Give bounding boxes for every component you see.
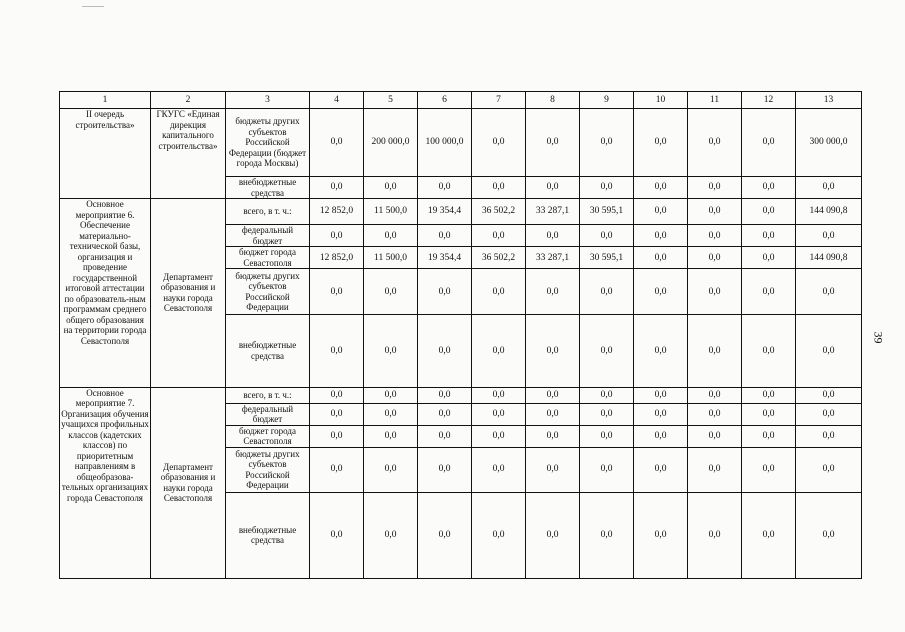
value-cell: 36 502,2: [472, 199, 526, 225]
value-cell: 36 502,2: [472, 247, 526, 269]
value-cell: 0,0: [634, 315, 688, 387]
value-cell: 0,0: [688, 425, 742, 447]
source-cell: внебюджетные средства: [226, 315, 310, 387]
value-cell: 0,0: [688, 403, 742, 425]
value-cell: 33 287,1: [526, 247, 580, 269]
event-cell: Основное мероприятие 7. Организация обучения учащихся профильных классов (кадетских классов) по приоритетным направлениям в общеобразова-тельных организациях города Севастополя: [60, 387, 151, 578]
value-cell: 0,0: [472, 447, 526, 492]
value-cell: 0,0: [796, 492, 862, 578]
column-header: 10: [634, 92, 688, 109]
table-row: [60, 387, 862, 403]
column-header: 11: [688, 92, 742, 109]
value-cell: 0,0: [634, 387, 688, 403]
value-cell: 0,0: [310, 425, 364, 447]
executor-cell: ГКУГС «Единая дирекция капитального строительства»: [151, 109, 226, 199]
value-cell: 0,0: [526, 425, 580, 447]
source-cell: бюджеты других субъектов Российской Федерации (бюджет города Москвы): [226, 109, 310, 177]
value-cell: 200 000,0: [364, 109, 418, 177]
value-cell: 0,0: [742, 247, 796, 269]
column-number-row: [60, 92, 862, 109]
value-cell: 0,0: [796, 447, 862, 492]
value-cell: 0,0: [418, 447, 472, 492]
value-cell: 0,0: [742, 447, 796, 492]
value-cell: 0,0: [688, 109, 742, 177]
source-cell: федеральный бюджет: [226, 225, 310, 247]
value-cell: 0,0: [526, 387, 580, 403]
event-cell: Основное мероприятие 6. Обеспечение материально-технической базы, организация и проведение государственной итоговой аттестации по образователь-ным программам среднего общего образования на территории города Севастополя: [60, 199, 151, 387]
value-cell: 0,0: [742, 403, 796, 425]
value-cell: 0,0: [418, 177, 472, 199]
value-cell: 0,0: [418, 225, 472, 247]
column-header: 7: [472, 92, 526, 109]
value-cell: 0,0: [580, 447, 634, 492]
value-cell: 19 354,4: [418, 199, 472, 225]
value-cell: 0,0: [472, 425, 526, 447]
value-cell: 0,0: [688, 269, 742, 315]
column-header: 6: [418, 92, 472, 109]
column-header: 5: [364, 92, 418, 109]
value-cell: 0,0: [418, 403, 472, 425]
value-cell: 0,0: [580, 387, 634, 403]
value-cell: 0,0: [364, 315, 418, 387]
value-cell: 0,0: [364, 425, 418, 447]
value-cell: 0,0: [526, 177, 580, 199]
value-cell: 0,0: [310, 492, 364, 578]
column-header: 2: [151, 92, 226, 109]
table-row: [60, 109, 862, 177]
value-cell: 0,0: [364, 403, 418, 425]
value-cell: 300 000,0: [796, 109, 862, 177]
value-cell: 0,0: [634, 447, 688, 492]
value-cell: 0,0: [688, 177, 742, 199]
value-cell: 0,0: [580, 109, 634, 177]
value-cell: 0,0: [742, 425, 796, 447]
value-cell: 0,0: [364, 177, 418, 199]
value-cell: 0,0: [742, 387, 796, 403]
value-cell: 11 500,0: [364, 247, 418, 269]
value-cell: 0,0: [418, 315, 472, 387]
value-cell: 0,0: [310, 403, 364, 425]
value-cell: 0,0: [364, 387, 418, 403]
value-cell: 0,0: [688, 199, 742, 225]
value-cell: 0,0: [310, 109, 364, 177]
value-cell: 0,0: [526, 447, 580, 492]
value-cell: 0,0: [742, 315, 796, 387]
value-cell: 0,0: [526, 492, 580, 578]
source-cell: внебюджетные средства: [226, 177, 310, 199]
value-cell: 0,0: [580, 177, 634, 199]
column-header: 13: [796, 92, 862, 109]
value-cell: 0,0: [634, 247, 688, 269]
source-cell: всего, в т. ч.:: [226, 387, 310, 403]
value-cell: 0,0: [742, 109, 796, 177]
value-cell: 0,0: [580, 225, 634, 247]
value-cell: 0,0: [472, 403, 526, 425]
event-cell: II очередь строительства»: [60, 109, 151, 199]
value-cell: 33 287,1: [526, 199, 580, 225]
value-cell: 0,0: [472, 225, 526, 247]
column-header: 12: [742, 92, 796, 109]
value-cell: 0,0: [634, 425, 688, 447]
value-cell: 100 000,0: [418, 109, 472, 177]
value-cell: 0,0: [796, 225, 862, 247]
value-cell: 0,0: [364, 225, 418, 247]
value-cell: 0,0: [526, 315, 580, 387]
value-cell: 0,0: [688, 315, 742, 387]
value-cell: 0,0: [742, 225, 796, 247]
value-cell: 0,0: [634, 269, 688, 315]
value-cell: 0,0: [796, 315, 862, 387]
funding-table: [59, 91, 862, 579]
executor-cell: Департамент образования и науки города Севастополя: [151, 199, 226, 387]
source-cell: бюджеты других субъектов Российской Федерации: [226, 447, 310, 492]
column-header: 9: [580, 92, 634, 109]
column-header: 3: [226, 92, 310, 109]
value-cell: 0,0: [634, 403, 688, 425]
column-header: 1: [60, 92, 151, 109]
value-cell: 11 500,0: [364, 199, 418, 225]
source-cell: бюджеты других субъектов Российской Федерации: [226, 269, 310, 315]
value-cell: 0,0: [796, 425, 862, 447]
page-number: 39: [871, 331, 886, 344]
value-cell: 144 090,8: [796, 247, 862, 269]
value-cell: 0,0: [688, 247, 742, 269]
value-cell: 0,0: [580, 269, 634, 315]
value-cell: 30 595,1: [580, 199, 634, 225]
value-cell: 0,0: [364, 269, 418, 315]
value-cell: 0,0: [472, 387, 526, 403]
value-cell: 0,0: [310, 177, 364, 199]
value-cell: 0,0: [526, 109, 580, 177]
value-cell: 0,0: [472, 177, 526, 199]
value-cell: 19 354,4: [418, 247, 472, 269]
source-cell: внебюджетные средства: [226, 492, 310, 578]
value-cell: 0,0: [634, 177, 688, 199]
value-cell: 12 852,0: [310, 199, 364, 225]
value-cell: 0,0: [742, 199, 796, 225]
value-cell: 0,0: [418, 425, 472, 447]
value-cell: 0,0: [472, 492, 526, 578]
value-cell: 0,0: [796, 403, 862, 425]
value-cell: 0,0: [310, 447, 364, 492]
value-cell: 0,0: [634, 199, 688, 225]
value-cell: 0,0: [688, 225, 742, 247]
value-cell: 0,0: [688, 387, 742, 403]
source-cell: бюджет города Севастополя: [226, 425, 310, 447]
value-cell: 0,0: [526, 269, 580, 315]
value-cell: 0,0: [688, 447, 742, 492]
value-cell: 0,0: [796, 387, 862, 403]
value-cell: 0,0: [796, 177, 862, 199]
value-cell: 0,0: [580, 315, 634, 387]
value-cell: 0,0: [526, 225, 580, 247]
value-cell: 0,0: [418, 269, 472, 315]
value-cell: 0,0: [418, 492, 472, 578]
value-cell: 0,0: [310, 225, 364, 247]
value-cell: 0,0: [634, 225, 688, 247]
executor-cell: Департамент образования и науки города Севастополя: [151, 387, 226, 578]
value-cell: 0,0: [634, 109, 688, 177]
value-cell: 0,0: [418, 387, 472, 403]
value-cell: 0,0: [688, 492, 742, 578]
value-cell: 0,0: [472, 269, 526, 315]
value-cell: 0,0: [472, 109, 526, 177]
value-cell: 0,0: [310, 269, 364, 315]
value-cell: 144 090,8: [796, 199, 862, 225]
column-header: 4: [310, 92, 364, 109]
source-cell: бюджет города Севастополя: [226, 247, 310, 269]
value-cell: 30 595,1: [580, 247, 634, 269]
value-cell: 0,0: [526, 403, 580, 425]
table-row: [60, 199, 862, 225]
value-cell: 0,0: [580, 425, 634, 447]
source-cell: всего, в т. ч.:: [226, 199, 310, 225]
value-cell: 12 852,0: [310, 247, 364, 269]
value-cell: 0,0: [634, 492, 688, 578]
value-cell: 0,0: [364, 492, 418, 578]
column-header: 8: [526, 92, 580, 109]
value-cell: 0,0: [310, 315, 364, 387]
value-cell: 0,0: [742, 269, 796, 315]
value-cell: 0,0: [742, 492, 796, 578]
value-cell: 0,0: [580, 403, 634, 425]
value-cell: 0,0: [310, 387, 364, 403]
source-cell: федеральный бюджет: [226, 403, 310, 425]
value-cell: 0,0: [472, 315, 526, 387]
value-cell: 0,0: [364, 447, 418, 492]
header-rule: [82, 6, 104, 7]
value-cell: 0,0: [796, 269, 862, 315]
value-cell: 0,0: [580, 492, 634, 578]
value-cell: 0,0: [742, 177, 796, 199]
